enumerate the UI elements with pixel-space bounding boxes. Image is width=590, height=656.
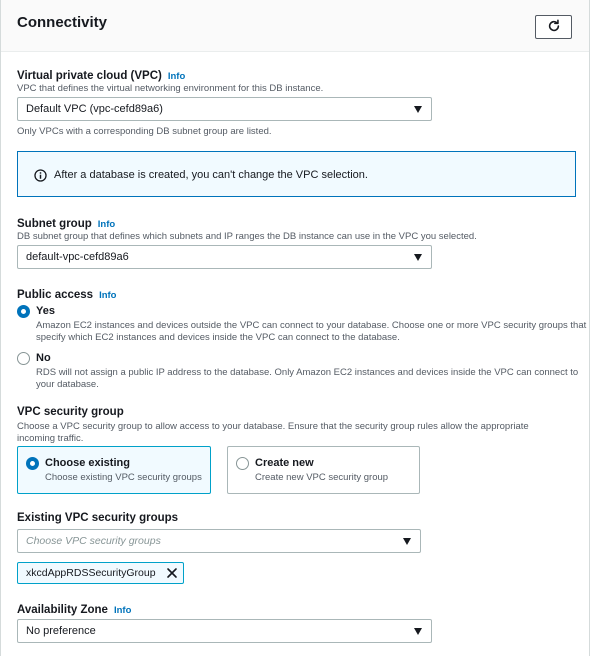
security-group-desc-1: Choose a VPC security group to allow access to your database. Ensure that the security group rules allow the appropriate <box>17 421 529 432</box>
existing-groups-select[interactable] <box>17 529 421 553</box>
availability-zone-label: Availability Zone <box>17 604 108 616</box>
public-access-no-radio[interactable] <box>17 352 30 365</box>
refresh-button[interactable] <box>535 15 572 39</box>
public-access-no-desc-2: your database. <box>36 379 99 390</box>
create-new-title: Create new <box>255 457 314 469</box>
vpc-selected-value: Default VPC (vpc-cefd89a6) <box>26 103 163 115</box>
existing-groups-label: Existing VPC security groups <box>17 512 179 524</box>
security-group-token <box>17 562 184 584</box>
caret-down-icon <box>414 254 422 261</box>
alert-text: After a database is created, you can't change the VPC selection. <box>54 169 368 181</box>
subnet-label-row <box>17 216 115 230</box>
vpc-select[interactable] <box>17 97 432 121</box>
public-access-yes-desc-1: Amazon EC2 instances and devices outside the VPC can connect to your database. Choose one or more VPC security groups that <box>36 320 587 331</box>
security-group-desc-2: incoming traffic. <box>17 433 84 444</box>
caret-down-icon <box>414 628 422 635</box>
availability-zone-selected-value: No preference <box>26 625 96 637</box>
panel-header <box>1 0 589 52</box>
vpc-description: VPC that defines the virtual networking environment for this DB instance. <box>17 83 324 94</box>
vpc-label-row <box>17 68 185 82</box>
security-group-label: VPC security group <box>17 406 124 418</box>
subnet-select[interactable] <box>17 245 432 269</box>
subnet-label: Subnet group <box>17 218 92 230</box>
info-circle-icon <box>34 169 47 185</box>
vpc-note: Only VPCs with a corresponding DB subnet group are listed. <box>17 126 272 137</box>
public-access-no-title: No <box>36 352 51 364</box>
caret-down-icon <box>403 538 411 545</box>
availability-zone-select[interactable] <box>17 619 432 643</box>
public-access-yes-radio[interactable] <box>17 305 30 318</box>
choose-existing-radio[interactable] <box>26 457 39 470</box>
choose-existing-desc: Choose existing VPC security groups <box>45 472 202 483</box>
create-new-desc: Create new VPC security group <box>255 472 389 483</box>
choose-existing-title: Choose existing <box>45 457 130 469</box>
public-access-no-desc-1: RDS will not assign a public IP address to the database. Only Amazon EC2 instances and devices inside the VPC can connect to <box>36 367 579 378</box>
subnet-selected-value: default-vpc-cefd89a6 <box>26 251 129 263</box>
subnet-info-link[interactable]: Info <box>97 219 116 230</box>
public-access-label-row <box>17 287 117 301</box>
availability-zone-info-link[interactable]: Info <box>113 605 132 616</box>
availability-zone-label-row <box>17 602 131 616</box>
vpc-label: Virtual private cloud (VPC) <box>17 70 162 82</box>
existing-groups-placeholder: Choose VPC security groups <box>26 535 161 547</box>
create-new-radio[interactable] <box>236 457 249 470</box>
public-access-label: Public access <box>17 289 94 301</box>
vpc-info-link[interactable]: Info <box>167 71 186 82</box>
caret-down-icon <box>414 106 422 113</box>
choose-existing-card[interactable] <box>17 446 211 494</box>
public-access-info-link[interactable]: Info <box>99 290 117 301</box>
panel-title: Connectivity <box>17 14 108 31</box>
token-label: xkcdAppRDSSecurityGroup <box>26 567 156 579</box>
public-access-yes-desc-2: specify which EC2 instances and devices inside the VPC can connect to the database. <box>36 332 400 343</box>
public-access-yes-title: Yes <box>36 305 55 317</box>
refresh-icon <box>547 19 561 36</box>
close-icon[interactable] <box>166 567 178 582</box>
create-new-card[interactable] <box>227 446 420 494</box>
subnet-description: DB subnet group that defines which subnets and IP ranges the DB instance can use in the VPC you selected. <box>17 231 477 242</box>
vpc-info-alert <box>17 151 576 197</box>
